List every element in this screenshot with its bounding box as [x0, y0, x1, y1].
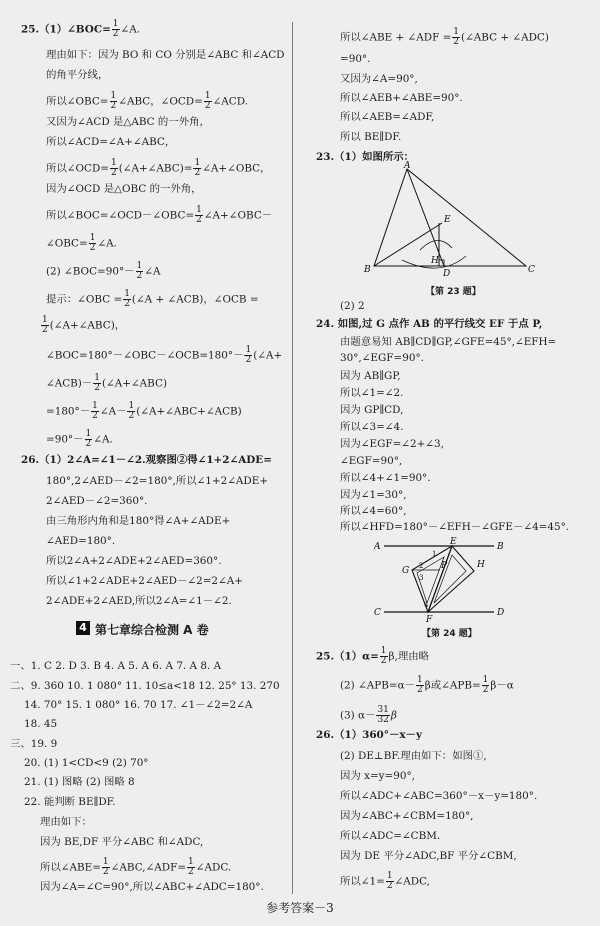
q26-line: 由三角形内角和是180°得∠A+∠ADE+: [46, 515, 231, 527]
q23-answer-line: (2) 2: [340, 300, 365, 312]
label-d: D: [497, 608, 505, 618]
label-b: B: [364, 265, 371, 275]
angle-label: 3: [419, 574, 424, 582]
q22-continued-line: =90°.: [340, 53, 371, 65]
figure-24-caption: 【第 24 题】: [422, 629, 477, 639]
q25-line: 所以∠ACD=∠A+∠ABC，: [46, 136, 176, 148]
q26b-line: (2) DE⊥BF.理由如下：如图①,: [340, 750, 487, 762]
q26-line: ∠AED=180°.: [46, 535, 116, 547]
q22-continued-line: 所以∠ABE + ∠ADF = $\frac{1}{2}$ (∠ABC + ∠ADC): [340, 27, 549, 47]
label-g: G: [402, 566, 410, 576]
q25-line: 又因为∠ACD 是△ABC 的一外角，: [46, 116, 210, 128]
q22-continued-line: 所以∠AEB=∠ADF,: [340, 111, 435, 123]
q25b-line: (2) ∠APB=α－ $\frac{1}{2}$ β或∠APB= $\frac{1}{2}$ β－α: [340, 675, 514, 695]
section-title: 第七章综合检测 A 卷: [95, 623, 209, 637]
page-footer: 参考答案－3: [266, 901, 334, 915]
answer-line: 18. 45: [24, 718, 58, 730]
label-a: A: [404, 161, 411, 171]
column-divider: [292, 22, 293, 894]
q26-line: 2∠AED－∠2=360°.: [46, 495, 148, 507]
q26-line: 2∠ADE+2∠AED,所以2∠A=∠1－∠2.: [46, 595, 232, 607]
label-c: C: [374, 608, 381, 618]
label-e: E: [444, 215, 451, 225]
q26b-line: 所以∠ADC+∠ABC=360°－x－y=180°.: [340, 790, 538, 802]
label-b: B: [497, 542, 504, 552]
q24-line: ∠EGF=90°,: [340, 455, 403, 467]
answer-line: 因为∠A=∠C=90°,所以∠ABC+∠ADC=180°.: [40, 881, 264, 893]
answer-line: 三、19. 9: [10, 738, 58, 750]
q23-line: 23.（1）如图所示：: [316, 151, 415, 163]
label-p: P: [441, 561, 448, 571]
q25-line: 所以∠OCD= $\frac{1}{2}$ (∠A+∠ABC)= $\frac{1}{2}$ ∠A+∠OBC，: [46, 158, 271, 178]
q25b-line: (3) α－ $\frac{31}{32}$ β: [340, 705, 397, 725]
q25-line: $\frac{1}{2}$ (∠A+∠ABC)，: [42, 315, 126, 335]
label-d: D: [443, 269, 451, 279]
label-f: F: [426, 615, 433, 625]
q24-line: 24. 如图,过 G 点作 AB 的平行线交 EF 于点 P,: [316, 318, 543, 330]
label-a: A: [374, 542, 381, 552]
q24-line: 因为∠EGF=∠2+∠3,: [340, 438, 444, 450]
q26b-line: 所以∠ADC=∠CBM.: [340, 830, 441, 842]
label-c: C: [528, 265, 535, 275]
q25-line: =180°－ $\frac{1}{2}$ ∠A－ $\frac{1}{2}$ (∠A+∠ABC+∠ACB): [46, 401, 242, 421]
label-h: H: [431, 256, 439, 266]
q26-line: 180°,2∠AED－∠2=180°,所以∠1+2∠ADE+: [46, 475, 269, 487]
q25-line: 理由如下：因为 BO 和 CO 分别是∠ABC 和∠ACD: [46, 49, 285, 61]
answer-line: 14. 70° 15. 1 080° 16. 70 17. ∠1－∠2=2∠A: [24, 699, 253, 711]
answer-line: 二、9. 360 10. 1 080° 11. 10≤a<18 12. 25° 13. 270: [10, 680, 280, 692]
angle-label: 1: [432, 550, 437, 558]
q25-title-line: 25.（1）∠BOC= $\frac{1}{2}$ ∠A.: [21, 19, 141, 39]
q26b-line: 因为 x=y=90°,: [340, 770, 415, 782]
q24-line: 所以∠HFD=180°－∠EFH－∠GFE－∠4=45°.: [340, 521, 570, 533]
label-h: H: [477, 560, 485, 570]
q24-line: 所以∠3=∠4.: [340, 421, 404, 433]
angle-label: 4: [424, 601, 429, 609]
q25-line: 提示：∠OBC = $\frac{1}{2}$ (∠A + ∠ACB)，∠OCB =: [46, 289, 259, 309]
section-number-badge: 4: [76, 621, 90, 635]
q24-line: 因为 AB∥GP,: [340, 370, 401, 382]
q22-continued-line: 所以∠AEB+∠ABE=90°.: [340, 92, 463, 104]
q25-line: ∠BOC=180°－∠OBC－∠OCB=180°－ $\frac{1}{2}$ (∠A+: [46, 345, 283, 365]
q22-continued-line: 所以 BE∥DF.: [340, 131, 402, 143]
q24-line: 因为∠1=30°,: [340, 489, 407, 501]
q24-line: 所以∠4+∠1=90°.: [340, 472, 431, 484]
answer-line: 20. (1) 1<CD<9 (2) 70°: [24, 757, 149, 769]
angle-label: 2: [419, 562, 424, 570]
q26-line: 26.（1）2∠A=∠1－∠2.观察图②得∠1+2∠ADE=: [21, 454, 272, 466]
figure-24-parallel-lines: [374, 537, 514, 625]
figure-23-triangle: [362, 160, 542, 280]
q25-line: 所以∠OBC= $\frac{1}{2}$ ∠ABC，∠OCD= $\frac{1}{2}$ ∠ACD.: [46, 91, 248, 111]
answer-line: 21. (1) 图略 (2) 图略 8: [24, 776, 135, 788]
q25-line: ∠ACB)－ $\frac{1}{2}$ (∠A+∠ABC): [46, 373, 167, 393]
q26-line: 所以2∠A+2∠ADE+2∠AED=360°.: [46, 555, 222, 567]
set-square-inner: [434, 555, 466, 603]
q26-line: 所以∠1+2∠ADE+2∠AED－∠2=2∠A+: [46, 575, 243, 587]
q26b-line: 所以∠1= $\frac{1}{2}$ ∠ADC,: [340, 871, 430, 891]
q25-line: (2) ∠BOC=90°－ $\frac{1}{2}$ ∠A: [46, 261, 161, 281]
q24-line: 所以∠4=60°,: [340, 505, 407, 517]
q26b-line: 因为 DE 平分∠ADC,BF 平分∠CBM,: [340, 850, 517, 862]
answer-line: 22. 能判断 BE∥DF.: [24, 796, 116, 808]
q25-line: ∠OBC= $\frac{1}{2}$ ∠A.: [46, 233, 117, 253]
q24-line: 30°,∠EGF=90°.: [340, 352, 424, 364]
q26b-line: 因为∠ABC+∠CBM=180°,: [340, 810, 474, 822]
q22-continued-line: 又因为∠A=90°,: [340, 73, 418, 85]
q24-line: 由题意易知 AB∥CD∥GP,∠GFE=45°,∠EFH=: [340, 336, 557, 348]
q26b-line: 26.（1）360°－x－y: [316, 729, 422, 741]
q24-line: 所以∠1=∠2.: [340, 387, 404, 399]
label-e: E: [450, 537, 457, 547]
answer-line: 因为 BE,DF 平分∠ABC 和∠ADC,: [40, 836, 204, 848]
figure-23-caption: 【第 23 题】: [426, 287, 481, 297]
q25-line: 所以∠BOC=∠OCD－∠OBC= $\frac{1}{2}$ ∠A+∠OBC－: [46, 205, 273, 225]
q24-line: 因为 GP∥CD,: [340, 404, 404, 416]
answer-line: 理由如下：: [40, 816, 92, 828]
answer-line: 所以∠ABE= $\frac{1}{2}$ ∠ABC,∠ADF= $\frac{1}{2}$ ∠ADC.: [40, 857, 232, 877]
q25-line: 的角平分线，: [46, 69, 109, 81]
q25-line: 因为∠OCD 是△OBC 的一外角，: [46, 183, 202, 195]
answer-line: 一、1. C 2. D 3. B 4. A 5. A 6. A 7. A 8. A: [10, 660, 222, 672]
q25b-line: 25.（1）α= $\frac{1}{2}$ β,理由略: [316, 646, 430, 666]
q25-line: =90°－ $\frac{1}{2}$ ∠A.: [46, 429, 113, 449]
